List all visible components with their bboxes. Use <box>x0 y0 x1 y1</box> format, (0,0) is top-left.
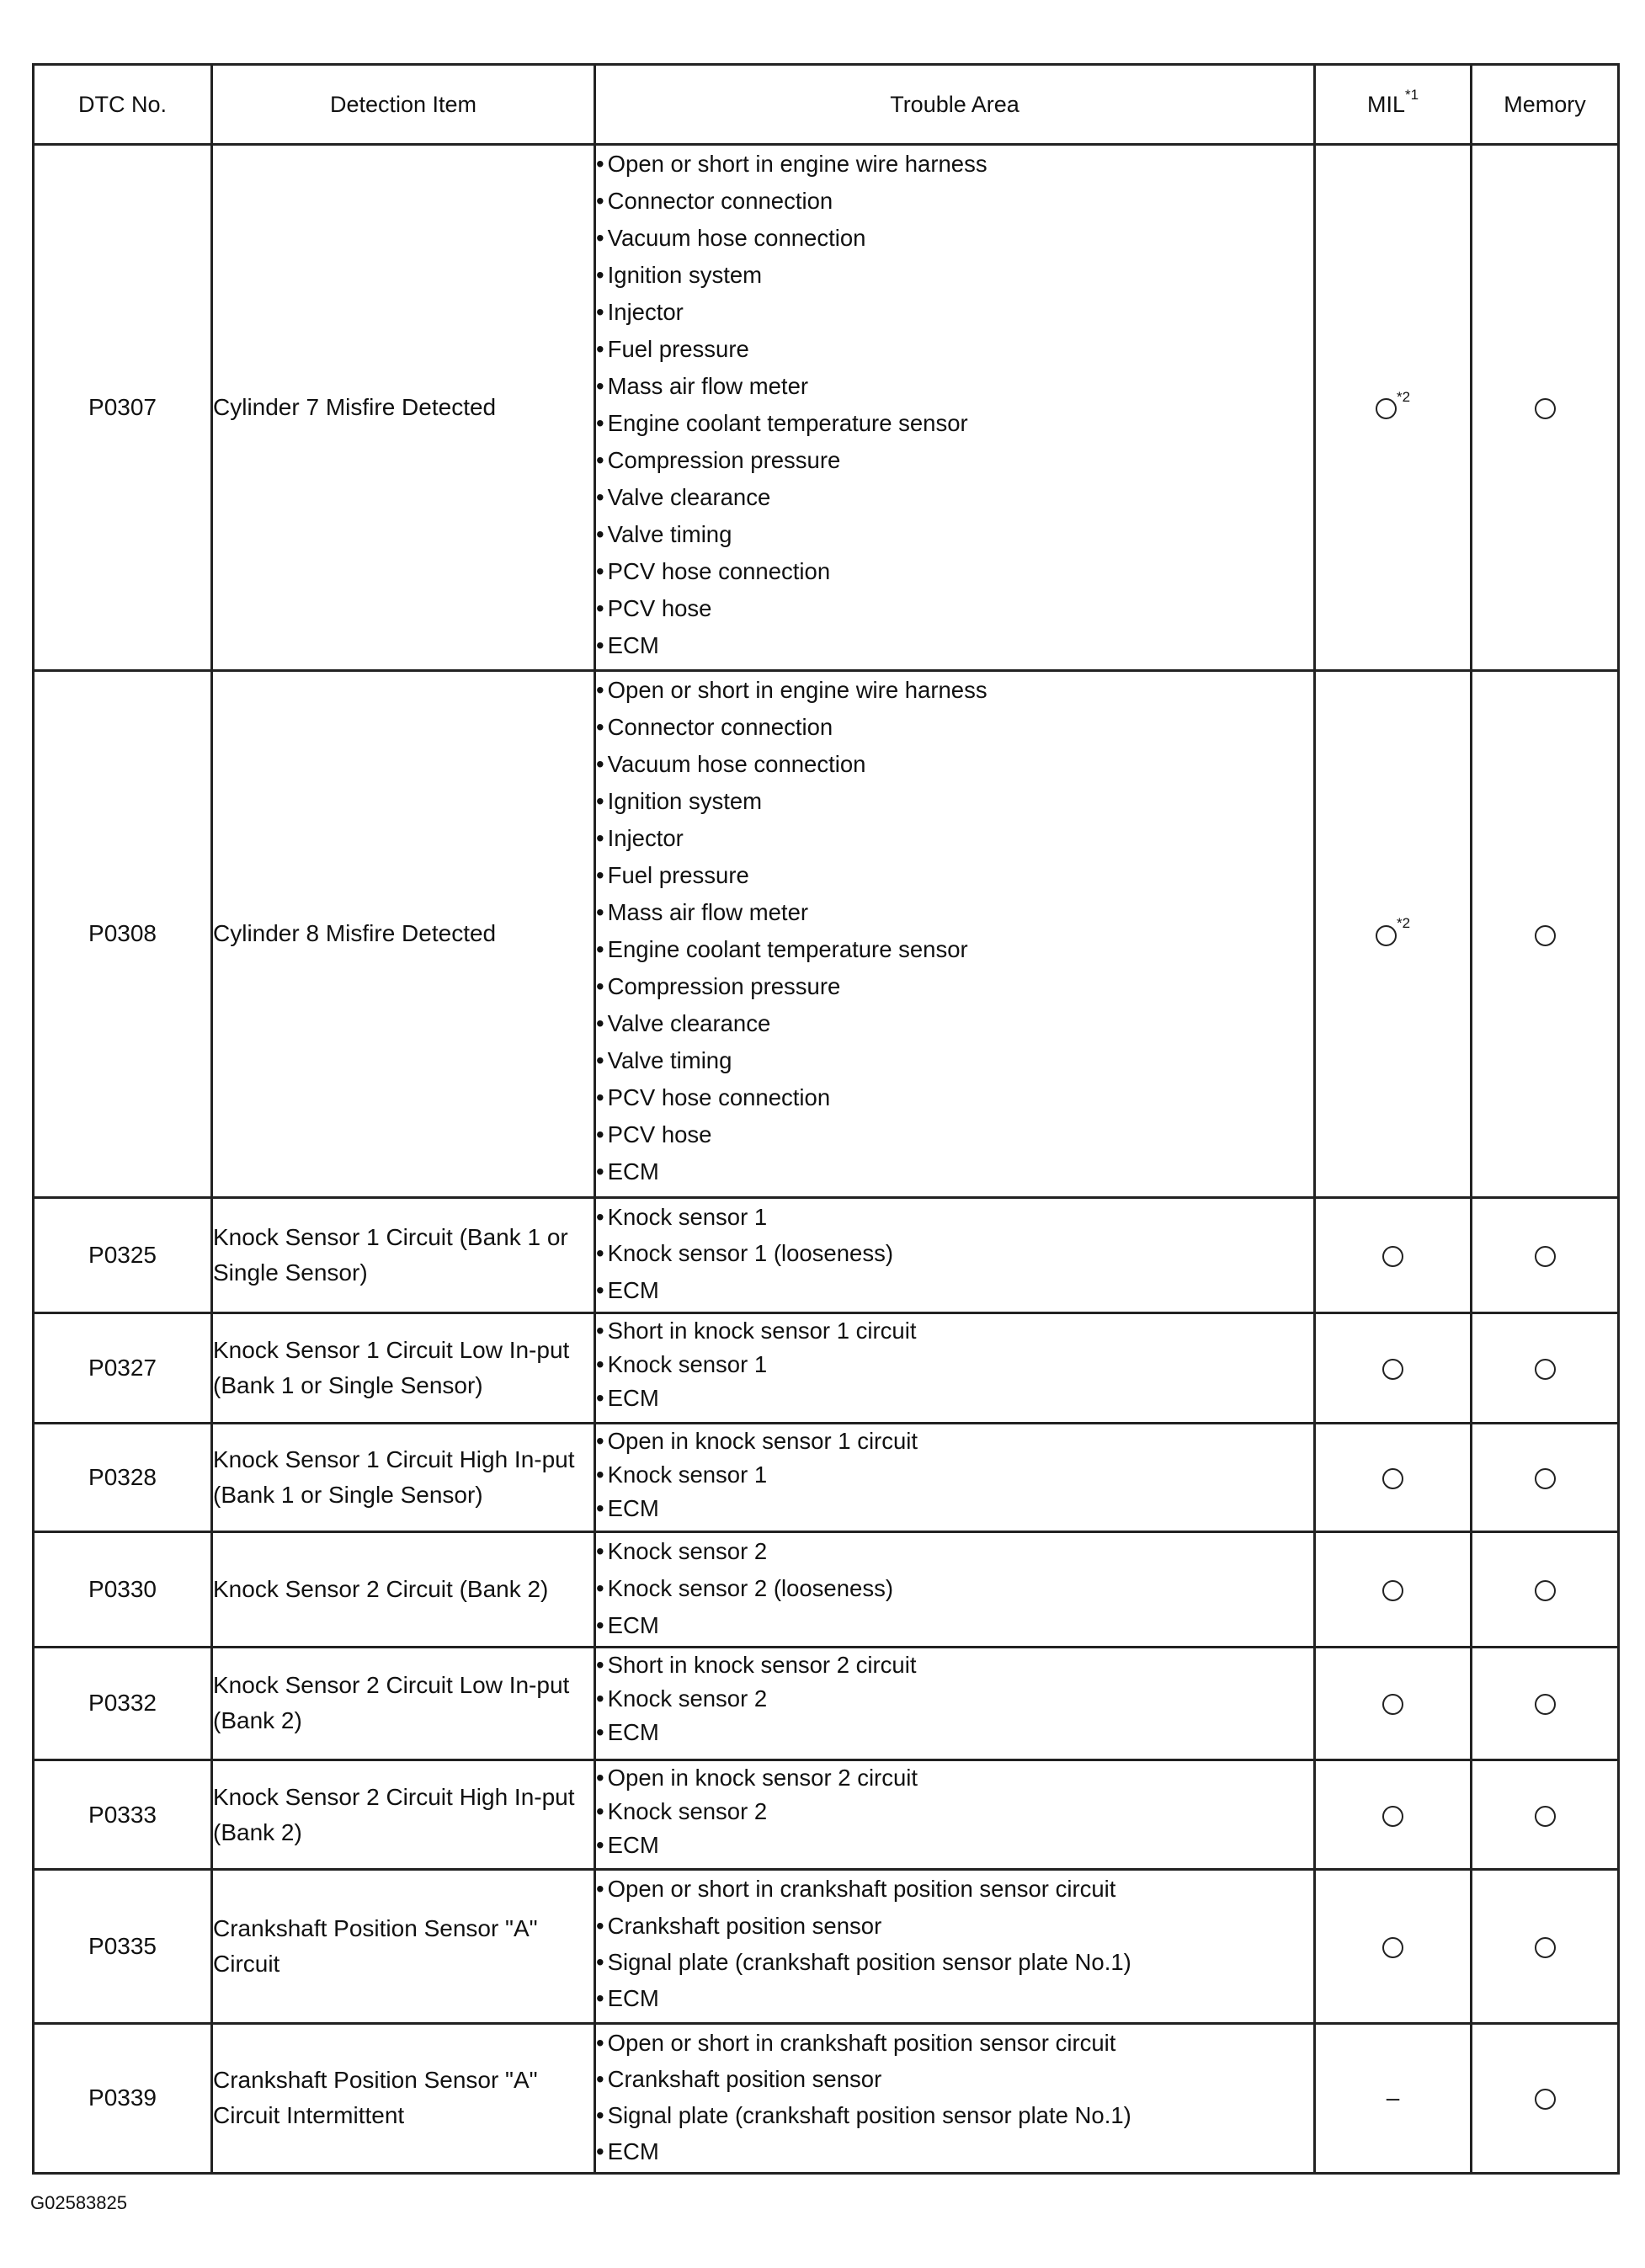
detection-item: Cylinder 7 Misfire Detected <box>212 145 595 671</box>
table-row <box>34 1647 1619 1760</box>
dtc-code: P0333 <box>34 1760 212 1869</box>
trouble-area-item: • Compression pressure <box>596 968 1313 1005</box>
trouble-area <box>595 1532 1315 1647</box>
mil-value: – <box>1386 2084 1400 2111</box>
detection-item: Cylinder 8 Misfire Detected <box>212 671 595 1197</box>
detection-item: Knock Sensor 1 Circuit Low In-put (Bank 1 or Single Sensor) <box>212 1312 595 1423</box>
trouble-area-item: • Knock sensor 2 <box>596 1682 1313 1716</box>
trouble-area-item: • Injector <box>596 294 1313 331</box>
mil-circle-icon <box>1382 1694 1403 1715</box>
trouble-area-item: • Engine coolant temperature sensor <box>596 405 1313 442</box>
trouble-area-item: • Valve timing <box>596 1042 1313 1079</box>
mil-cell <box>1315 145 1472 671</box>
trouble-area-item: • Crankshaft position sensor <box>596 1908 1313 1944</box>
memory-circle-icon <box>1535 925 1556 946</box>
mil-cell <box>1315 1760 1472 1869</box>
mil-circle-icon <box>1382 1246 1403 1267</box>
mil-cell <box>1315 1312 1472 1423</box>
memory-circle-icon <box>1535 1580 1556 1601</box>
memory-cell <box>1472 145 1619 671</box>
mil-cell <box>1315 1197 1472 1312</box>
header-dtc: DTC No. <box>34 65 212 145</box>
dtc-code: P0325 <box>34 1197 212 1312</box>
trouble-area-item: • Knock sensor 1 <box>596 1199 1313 1236</box>
trouble-area-item: • Compression pressure <box>596 442 1313 479</box>
trouble-area-item: • PCV hose connection <box>596 553 1313 590</box>
mil-circle-icon <box>1382 1937 1403 1958</box>
table-row <box>34 1197 1619 1312</box>
trouble-area-item: • ECM <box>596 1153 1313 1190</box>
trouble-area-item: • ECM <box>596 1607 1313 1644</box>
trouble-area-item: • Valve clearance <box>596 479 1313 516</box>
memory-cell <box>1472 1870 1619 2023</box>
trouble-area-item: • ECM <box>596 1382 1313 1415</box>
table-row <box>34 145 1619 671</box>
trouble-area <box>595 1647 1315 1760</box>
table-row <box>34 1424 1619 1532</box>
memory-circle-icon <box>1535 2089 1556 2110</box>
header-row <box>34 65 1619 145</box>
trouble-area <box>595 145 1315 671</box>
mil-circle-icon <box>1382 1806 1403 1827</box>
trouble-area-item: • PCV hose <box>596 590 1313 627</box>
trouble-area-item: • ECM <box>596 1272 1313 1309</box>
memory-circle-icon <box>1535 1806 1556 1827</box>
trouble-area-item: • Short in knock sensor 1 circuit <box>596 1314 1313 1348</box>
trouble-area-item: • Open or short in crankshaft position sensor circuit <box>596 2025 1313 2061</box>
figure-code: G02583825 <box>30 2192 127 2213</box>
trouble-area-item: • Fuel pressure <box>596 331 1313 368</box>
memory-cell <box>1472 1647 1619 1760</box>
trouble-area-item: • Mass air flow meter <box>596 368 1313 405</box>
table-row <box>34 1870 1619 2023</box>
trouble-area-item: • Open in knock sensor 2 circuit <box>596 1761 1313 1795</box>
trouble-area-item: • PCV hose <box>596 1116 1313 1153</box>
trouble-area-item: • ECM <box>596 627 1313 664</box>
trouble-area-item: • Open in knock sensor 1 circuit <box>596 1424 1313 1458</box>
trouble-area-item: • Ignition system <box>596 783 1313 820</box>
detection-item: Crankshaft Position Sensor "A" Circuit <box>212 1870 595 2023</box>
detection-item: Knock Sensor 1 Circuit High In-put (Bank 1 or Single Sensor) <box>212 1424 595 1532</box>
trouble-area-list <box>596 1761 1313 1862</box>
memory-cell <box>1472 1312 1619 1423</box>
trouble-area-list <box>596 1199 1313 1309</box>
trouble-area-list <box>596 1424 1313 1525</box>
trouble-area-list <box>596 1648 1313 1749</box>
memory-circle-icon <box>1535 1246 1556 1267</box>
memory-cell <box>1472 671 1619 1197</box>
trouble-area-item: • Valve clearance <box>596 1005 1313 1042</box>
memory-circle-icon <box>1535 1937 1556 1958</box>
trouble-area-item: • Mass air flow meter <box>596 894 1313 931</box>
mil-cell <box>1315 1532 1472 1647</box>
mil-cell <box>1315 1424 1472 1532</box>
memory-cell <box>1472 1532 1619 1647</box>
trouble-area-item: • Crankshaft position sensor <box>596 2061 1313 2097</box>
mil-cell <box>1315 2023 1472 2173</box>
trouble-area <box>595 1424 1315 1532</box>
trouble-area-list <box>596 1871 1313 2016</box>
trouble-area-item: • ECM <box>596 2133 1313 2170</box>
trouble-area-item: • Engine coolant temperature sensor <box>596 931 1313 968</box>
trouble-area-item: • Connector connection <box>596 709 1313 746</box>
trouble-area-item: • Open or short in crankshaft position sensor circuit <box>596 1871 1313 1907</box>
trouble-area-item: • ECM <box>596 1980 1313 2016</box>
trouble-area-item: • Knock sensor 2 <box>596 1795 1313 1829</box>
header-mil <box>1315 65 1472 145</box>
header-detection-item: Detection Item <box>212 65 595 145</box>
mil-note: *2 <box>1396 389 1411 406</box>
memory-cell <box>1472 1760 1619 1869</box>
table-row <box>34 1760 1619 1869</box>
header-mil-label: MIL <box>1366 91 1405 117</box>
trouble-area-item: • Fuel pressure <box>596 857 1313 894</box>
trouble-area <box>595 1197 1315 1312</box>
dtc-code: P0330 <box>34 1532 212 1647</box>
trouble-area-list <box>596 1314 1313 1415</box>
mil-circle-icon <box>1382 1580 1403 1601</box>
trouble-area-item: • Knock sensor 1 (looseness) <box>596 1235 1313 1272</box>
trouble-area-item: • Knock sensor 2 <box>596 1533 1313 1570</box>
header-mil-note: *1 <box>1404 86 1419 103</box>
dtc-code: P0328 <box>34 1424 212 1532</box>
trouble-area-item: • Ignition system <box>596 257 1313 294</box>
memory-circle-icon <box>1535 1359 1556 1380</box>
trouble-area-list <box>596 146 1313 664</box>
trouble-area-item: • Open or short in engine wire harness <box>596 672 1313 709</box>
dtc-table <box>32 63 1620 2175</box>
trouble-area-item: • Signal plate (crankshaft position sensor plate No.1) <box>596 1944 1313 1980</box>
trouble-area-item: • Vacuum hose connection <box>596 746 1313 783</box>
detection-item: Knock Sensor 2 Circuit (Bank 2) <box>212 1532 595 1647</box>
table-row <box>34 671 1619 1197</box>
memory-cell <box>1472 1424 1619 1532</box>
trouble-area <box>595 1760 1315 1869</box>
detection-item: Knock Sensor 2 Circuit High In-put (Bank 2) <box>212 1760 595 1869</box>
header-memory: Memory <box>1472 65 1619 145</box>
mil-cell <box>1315 1870 1472 2023</box>
memory-cell <box>1472 2023 1619 2173</box>
mil-note: *2 <box>1396 915 1411 932</box>
dtc-code: P0339 <box>34 2023 212 2173</box>
trouble-area-list <box>596 672 1313 1190</box>
trouble-area-item: • Signal plate (crankshaft position sensor plate No.1) <box>596 2097 1313 2133</box>
trouble-area-item: • Knock sensor 2 (looseness) <box>596 1570 1313 1607</box>
dtc-code: P0327 <box>34 1312 212 1423</box>
trouble-area-item: • PCV hose connection <box>596 1079 1313 1116</box>
trouble-area-item: • Valve timing <box>596 516 1313 553</box>
mil-cell <box>1315 671 1472 1197</box>
trouble-area-item: • Vacuum hose connection <box>596 220 1313 257</box>
trouble-area-item: • Knock sensor 1 <box>596 1348 1313 1382</box>
trouble-area <box>595 1312 1315 1423</box>
trouble-area-item: • Knock sensor 1 <box>596 1458 1313 1492</box>
trouble-area <box>595 671 1315 1197</box>
memory-circle-icon <box>1535 1468 1556 1489</box>
trouble-area-list <box>596 2025 1313 2170</box>
detection-item: Crankshaft Position Sensor "A" Circuit Intermittent <box>212 2023 595 2173</box>
trouble-area-item: • ECM <box>596 1716 1313 1749</box>
trouble-area-item: • Injector <box>596 820 1313 857</box>
detection-item: Knock Sensor 2 Circuit Low In-put (Bank 2) <box>212 1647 595 1760</box>
memory-cell <box>1472 1197 1619 1312</box>
memory-circle-icon <box>1535 398 1556 419</box>
table-row <box>34 2023 1619 2173</box>
mil-circle-icon <box>1376 398 1397 419</box>
trouble-area-item: • Short in knock sensor 2 circuit <box>596 1648 1313 1682</box>
mil-circle-icon <box>1376 925 1397 946</box>
dtc-code: P0307 <box>34 145 212 671</box>
dtc-code: P0335 <box>34 1870 212 2023</box>
trouble-area-item: • ECM <box>596 1492 1313 1525</box>
trouble-area-list <box>596 1533 1313 1643</box>
trouble-area <box>595 1870 1315 2023</box>
mil-cell <box>1315 1647 1472 1760</box>
dtc-code: P0308 <box>34 671 212 1197</box>
memory-circle-icon <box>1535 1694 1556 1715</box>
trouble-area-item: • Open or short in engine wire harness <box>596 146 1313 183</box>
trouble-area-item: • Connector connection <box>596 183 1313 220</box>
dtc-code: P0332 <box>34 1647 212 1760</box>
trouble-area <box>595 2023 1315 2173</box>
table-row <box>34 1532 1619 1647</box>
header-trouble-area: Trouble Area <box>595 65 1315 145</box>
detection-item: Knock Sensor 1 Circuit (Bank 1 or Single Sensor) <box>212 1197 595 1312</box>
table-row <box>34 1312 1619 1423</box>
mil-circle-icon <box>1382 1468 1403 1489</box>
mil-circle-icon <box>1382 1359 1403 1380</box>
trouble-area-item: • ECM <box>596 1829 1313 1862</box>
